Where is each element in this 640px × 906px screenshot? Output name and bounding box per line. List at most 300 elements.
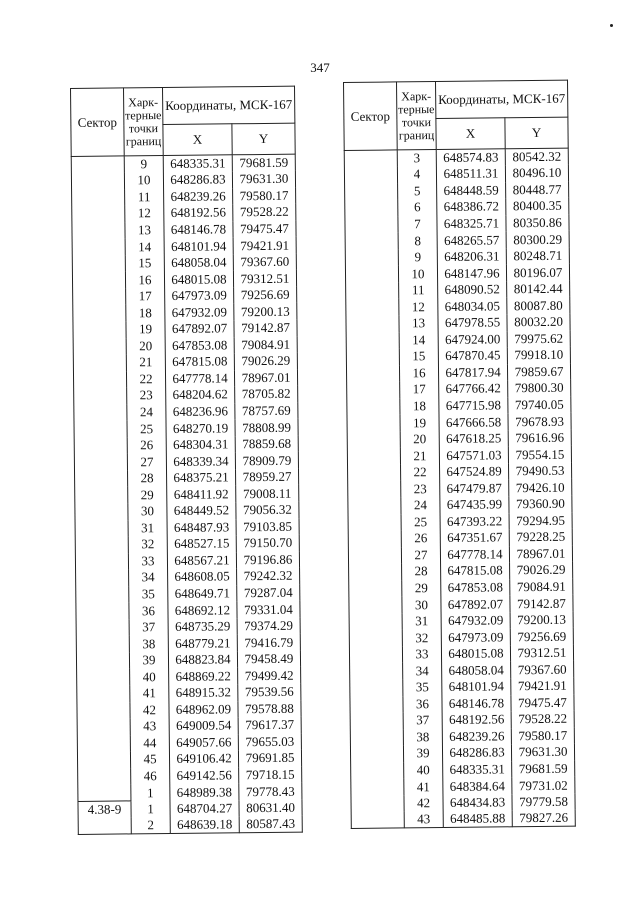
point-cell: 9 [398,249,437,266]
point-cell: 25 [127,420,166,437]
sector-cell [77,669,130,686]
table-row [77,717,301,736]
x-cell: 648485.88 [443,811,512,828]
x-cell: 648448.59 [437,182,506,199]
sector-cell [350,696,403,713]
sector-cell [75,487,128,504]
y-cell: 79475.47 [233,220,296,237]
table-row [351,760,575,779]
y-cell: 78959.27 [236,469,299,486]
y-cell: 78705.82 [235,386,298,403]
y-cell: 79458.49 [237,651,300,668]
point-cell: 9 [124,156,163,173]
sector-cell [348,464,401,481]
y-cell: 80400.35 [506,198,569,215]
y-cell: 78967.01 [509,545,572,562]
x-cell: 649142.56 [170,767,239,784]
x-cell: 648304.31 [166,436,235,453]
table-row [72,187,296,206]
table-row [76,568,300,587]
table-row [74,435,298,454]
table-row [73,287,297,306]
point-cell: 7 [398,216,437,233]
table-row [344,148,568,167]
table-row [348,529,572,548]
table-row [349,645,573,664]
y-cell: 80542.32 [505,148,568,165]
sector-cell [349,597,402,614]
x-cell: 648206.31 [437,248,506,265]
point-cell: 26 [401,530,440,547]
x-cell: 648649.71 [168,585,237,602]
x-cell: 648265.57 [437,232,506,249]
sector-cell [351,812,404,829]
sector-cell [347,382,400,399]
x-cell: 648511.31 [436,165,505,182]
y-cell: 78909.79 [235,452,298,469]
point-cell: 25 [401,514,440,531]
sector-cell: 4.38-9 [78,801,131,818]
y-cell: 79528.22 [233,204,296,221]
point-cell: 37 [129,619,168,636]
point-cell: 13 [125,222,164,239]
point-cell: 23 [127,387,166,404]
x-cell: 648058.04 [164,254,233,271]
y-cell: 79142.87 [510,595,573,612]
point-cell: 24 [401,497,440,514]
table-row [346,347,570,366]
y-cell: 79360.90 [509,496,572,513]
y-cell: 79718.15 [239,766,302,783]
x-cell: 648487.93 [167,519,236,536]
y-cell: 79580.17 [511,727,574,744]
y-cell: 79681.59 [232,154,295,171]
y-cell: 79331.04 [237,601,300,618]
y-cell: 79200.13 [234,303,297,320]
table-row [347,446,571,465]
table-row [345,264,569,283]
x-cell: 648101.94 [164,238,233,255]
y-cell: 79827.26 [512,810,575,827]
x-cell: 648639.18 [170,817,239,834]
table-row [74,386,298,405]
table-row [76,601,300,620]
table-row [76,617,300,636]
table-row [349,562,573,581]
table-row [351,777,575,796]
point-cell: 12 [399,298,438,315]
y-cell: 79416.79 [237,634,300,651]
point-cell: 29 [128,486,167,503]
sector-cell [78,785,131,802]
x-cell: 647892.07 [165,320,234,337]
x-cell: 647815.08 [165,353,234,370]
point-cell: 30 [128,503,167,520]
point-cell: 33 [128,553,167,570]
table-row [75,535,299,554]
point-cell: 23 [401,480,440,497]
point-cell: 19 [126,321,165,338]
y-cell: 78967.01 [234,369,297,386]
sector-cell [347,431,400,448]
y-cell: 79084.91 [234,336,297,353]
point-cell: 15 [125,255,164,272]
sector-cell [350,679,403,696]
sector-cell [72,239,125,256]
x-cell: 647973.09 [165,287,234,304]
sector-cell [347,398,400,415]
table-row [345,181,569,200]
sector-cell [351,762,404,779]
y-cell: 79681.59 [512,760,575,777]
y-cell: 79150.70 [236,535,299,552]
x-cell: 648779.21 [168,635,237,652]
sector-cell [72,272,125,289]
point-cell: 34 [129,569,168,586]
x-cell: 647571.03 [439,447,508,464]
point-cell: 28 [402,563,441,580]
sector-cell [345,233,398,250]
table-row [77,750,301,769]
y-cell: 79242.32 [237,568,300,585]
table-row [72,270,296,289]
table-row [77,684,301,703]
y-cell: 79528.22 [511,711,574,728]
y-cell: 79580.17 [233,187,296,204]
y-cell: 79678.93 [508,413,571,430]
point-cell: 30 [402,596,441,613]
point-cell: 21 [400,447,439,464]
x-cell: 648192.56 [164,204,233,221]
table-row [345,247,569,266]
sector-cell [348,481,401,498]
x-cell: 648270.19 [166,420,235,437]
x-cell: 647853.08 [441,579,510,596]
table-row [350,694,574,713]
sector-cell [77,735,130,752]
table-row [345,231,569,250]
table-row [347,380,571,399]
table-row [348,496,572,515]
table-row [348,463,572,482]
point-cell: 4 [397,166,436,183]
coordinates-table-right [343,80,576,830]
x-cell: 648574.83 [436,149,505,166]
y-cell: 79294.95 [509,512,572,529]
x-cell: 648147.96 [437,265,506,282]
x-cell: 648146.78 [164,221,233,238]
header-x: X [163,124,232,156]
point-cell: 16 [125,271,164,288]
sector-cell [348,514,401,531]
point-cell: 10 [398,265,437,282]
sector-cell [348,547,401,564]
y-cell: 80196.07 [506,264,569,281]
table-row [72,237,296,256]
y-cell: 79103.85 [236,518,299,535]
y-cell: 79859.67 [507,363,570,380]
y-cell: 80032.20 [507,314,570,331]
sector-cell [76,619,129,636]
sector-cell [76,652,129,669]
point-cell: 32 [128,536,167,553]
point-cell: 17 [400,381,439,398]
sector-cell [75,470,128,487]
sector-cell [350,729,403,746]
sector-cell [74,388,127,405]
point-cell: 34 [403,662,442,679]
point-cell: 8 [398,232,437,249]
y-cell: 79975.62 [507,330,570,347]
table-row [347,396,571,415]
y-cell: 79056.32 [236,502,299,519]
table-row [76,651,300,670]
point-cell: 27 [401,547,440,564]
y-cell: 79778.43 [239,783,302,800]
table-row [345,214,569,233]
x-cell: 647435.99 [440,496,509,513]
point-cell: 21 [126,354,165,371]
y-cell: 79655.03 [238,733,301,750]
table-row [74,419,298,438]
table-row [77,667,301,686]
y-cell: 79312.51 [233,270,296,287]
table-row [73,303,297,322]
x-cell: 648449.52 [167,502,236,519]
point-cell: 38 [403,729,442,746]
point-cell: 16 [399,365,438,382]
x-cell: 648704.27 [170,800,239,817]
x-cell: 647393.22 [440,513,509,530]
point-cell: 40 [130,668,169,685]
sector-cell [346,299,399,316]
point-cell: 11 [125,189,164,206]
table-row [347,429,571,448]
point-cell: 13 [399,315,438,332]
x-cell: 647817.94 [438,364,507,381]
table-row [76,584,300,603]
x-cell: 648335.31 [443,761,512,778]
x-cell: 648527.15 [167,535,236,552]
point-cell: 14 [125,238,164,255]
x-cell: 648735.29 [168,618,237,635]
sector-cell [349,646,402,663]
sector-cell [74,437,127,454]
sector-cell [350,663,403,680]
y-cell: 79256.69 [510,628,573,645]
table-row [349,628,573,647]
table-row [75,551,299,570]
x-cell: 648962.09 [169,701,238,718]
sector-cell [349,580,402,597]
sector-cell [77,718,130,735]
y-cell: 79142.87 [234,320,297,337]
point-cell: 38 [129,635,168,652]
y-cell: 80142.44 [507,281,570,298]
x-cell: 648869.22 [169,668,238,685]
sector-cell [71,156,124,173]
point-cell: 18 [400,398,439,415]
y-cell: 79731.02 [512,777,575,794]
table-row [77,733,301,752]
sector-cell [73,371,126,388]
y-cell: 79539.56 [238,684,301,701]
x-cell: 647924.00 [438,331,507,348]
point-cell: 43 [130,718,169,735]
sector-cell [351,779,404,796]
x-cell: 648239.26 [442,728,511,745]
y-cell: 80448.77 [506,181,569,198]
y-cell: 78757.69 [235,402,298,419]
x-cell: 648915.32 [169,684,238,701]
y-cell: 79287.04 [237,584,300,601]
header-points: Харк-терные точки границ [397,82,437,150]
table-row [72,220,296,239]
y-cell: 79617.37 [238,717,301,734]
sector-cell [74,404,127,421]
y-cell: 79228.25 [509,529,572,546]
y-cell: 79631.30 [232,171,295,188]
y-cell: 79256.69 [234,287,297,304]
table-row [346,297,570,316]
sector-cell [349,564,402,581]
x-cell: 648608.05 [168,568,237,585]
sector-cell [349,613,402,630]
point-cell: 1 [131,801,170,818]
point-cell: 36 [403,696,442,713]
table-row [348,479,572,498]
x-cell: 649009.54 [169,717,238,734]
y-cell: 79421.91 [233,237,296,254]
sector-cell [348,497,401,514]
point-cell: 10 [124,172,163,189]
table-row [78,783,302,802]
y-cell: 79200.13 [510,611,573,628]
point-cell: 32 [402,629,441,646]
sector-cell [346,365,399,382]
table-row [346,330,570,349]
point-cell: 22 [126,371,165,388]
sector-cell [345,216,398,233]
y-cell: 79374.29 [237,617,300,634]
point-cell: 40 [404,762,443,779]
y-cell: 79779.58 [512,793,575,810]
y-cell: 79421.91 [511,678,574,695]
table-row [75,502,299,521]
point-cell: 17 [126,288,165,305]
y-cell: 78808.99 [235,419,298,436]
y-cell: 79691.85 [238,750,301,767]
x-cell: 648989.38 [170,784,239,801]
x-cell: 647766.42 [439,380,508,397]
point-cell: 41 [130,685,169,702]
sector-cell [350,746,403,763]
sector-cell [346,332,399,349]
y-cell: 80087.80 [507,297,570,314]
x-cell: 648335.31 [163,155,232,172]
point-cell: 22 [401,464,440,481]
x-cell: 647618.25 [439,430,508,447]
sector-cell [75,536,128,553]
point-cell: 3 [397,150,436,167]
table-row [77,700,301,719]
table-row [74,452,298,471]
table-row [346,281,570,300]
sector-cell [345,183,398,200]
point-cell: 31 [128,520,167,537]
x-cell: 648692.12 [168,602,237,619]
sector-cell [344,166,397,183]
table-row [346,363,570,382]
sector-cell [73,288,126,305]
x-cell: 648146.78 [442,695,511,712]
table-row [351,810,575,829]
point-cell: 36 [129,602,168,619]
sector-cell [351,795,404,812]
table-row [350,711,574,730]
point-cell: 39 [129,652,168,669]
point-cell: 27 [127,453,166,470]
table-row [349,578,573,597]
x-cell: 648236.96 [166,403,235,420]
point-cell: 14 [399,332,438,349]
table-row [350,661,574,680]
x-cell: 648015.08 [164,271,233,288]
sector-cell [72,255,125,272]
page-number: 347 [310,60,330,75]
table-row [347,413,571,432]
sector-cell [77,702,130,719]
sector-cell [74,454,127,471]
table-row [75,485,299,504]
x-cell: 648375.21 [167,469,236,486]
sector-cell [75,520,128,537]
sector-cell [74,421,127,438]
y-cell: 79475.47 [511,694,574,711]
table-row [73,353,297,372]
sector-cell [347,415,400,432]
y-cell: 79026.29 [510,562,573,579]
x-cell: 648384.64 [443,778,512,795]
table-row [78,816,302,835]
y-cell: 79499.42 [238,667,301,684]
x-cell: 647351.67 [440,529,509,546]
point-cell: 46 [131,768,170,785]
x-cell: 647932.09 [165,304,234,321]
x-cell: 648386.72 [437,198,506,215]
sector-cell [345,266,398,283]
header-y: Y [505,117,568,149]
y-cell: 79800.30 [508,380,571,397]
y-cell: 80350.86 [506,214,569,231]
point-cell: 12 [125,205,164,222]
point-cell: 19 [400,414,439,431]
point-cell: 5 [398,183,437,200]
y-cell: 80496.10 [505,165,568,182]
table-row [346,314,570,333]
point-cell: 44 [130,735,169,752]
point-cell: 42 [130,702,169,719]
y-cell: 78859.68 [235,435,298,452]
x-cell: 647815.08 [441,562,510,579]
point-cell: 20 [400,431,439,448]
y-cell: 79026.29 [234,353,297,370]
table-row [73,369,297,388]
header-points: Харк-терные точки границ [124,88,164,156]
x-cell: 648567.21 [167,552,236,569]
sector-cell [72,222,125,239]
table-row [71,171,295,190]
